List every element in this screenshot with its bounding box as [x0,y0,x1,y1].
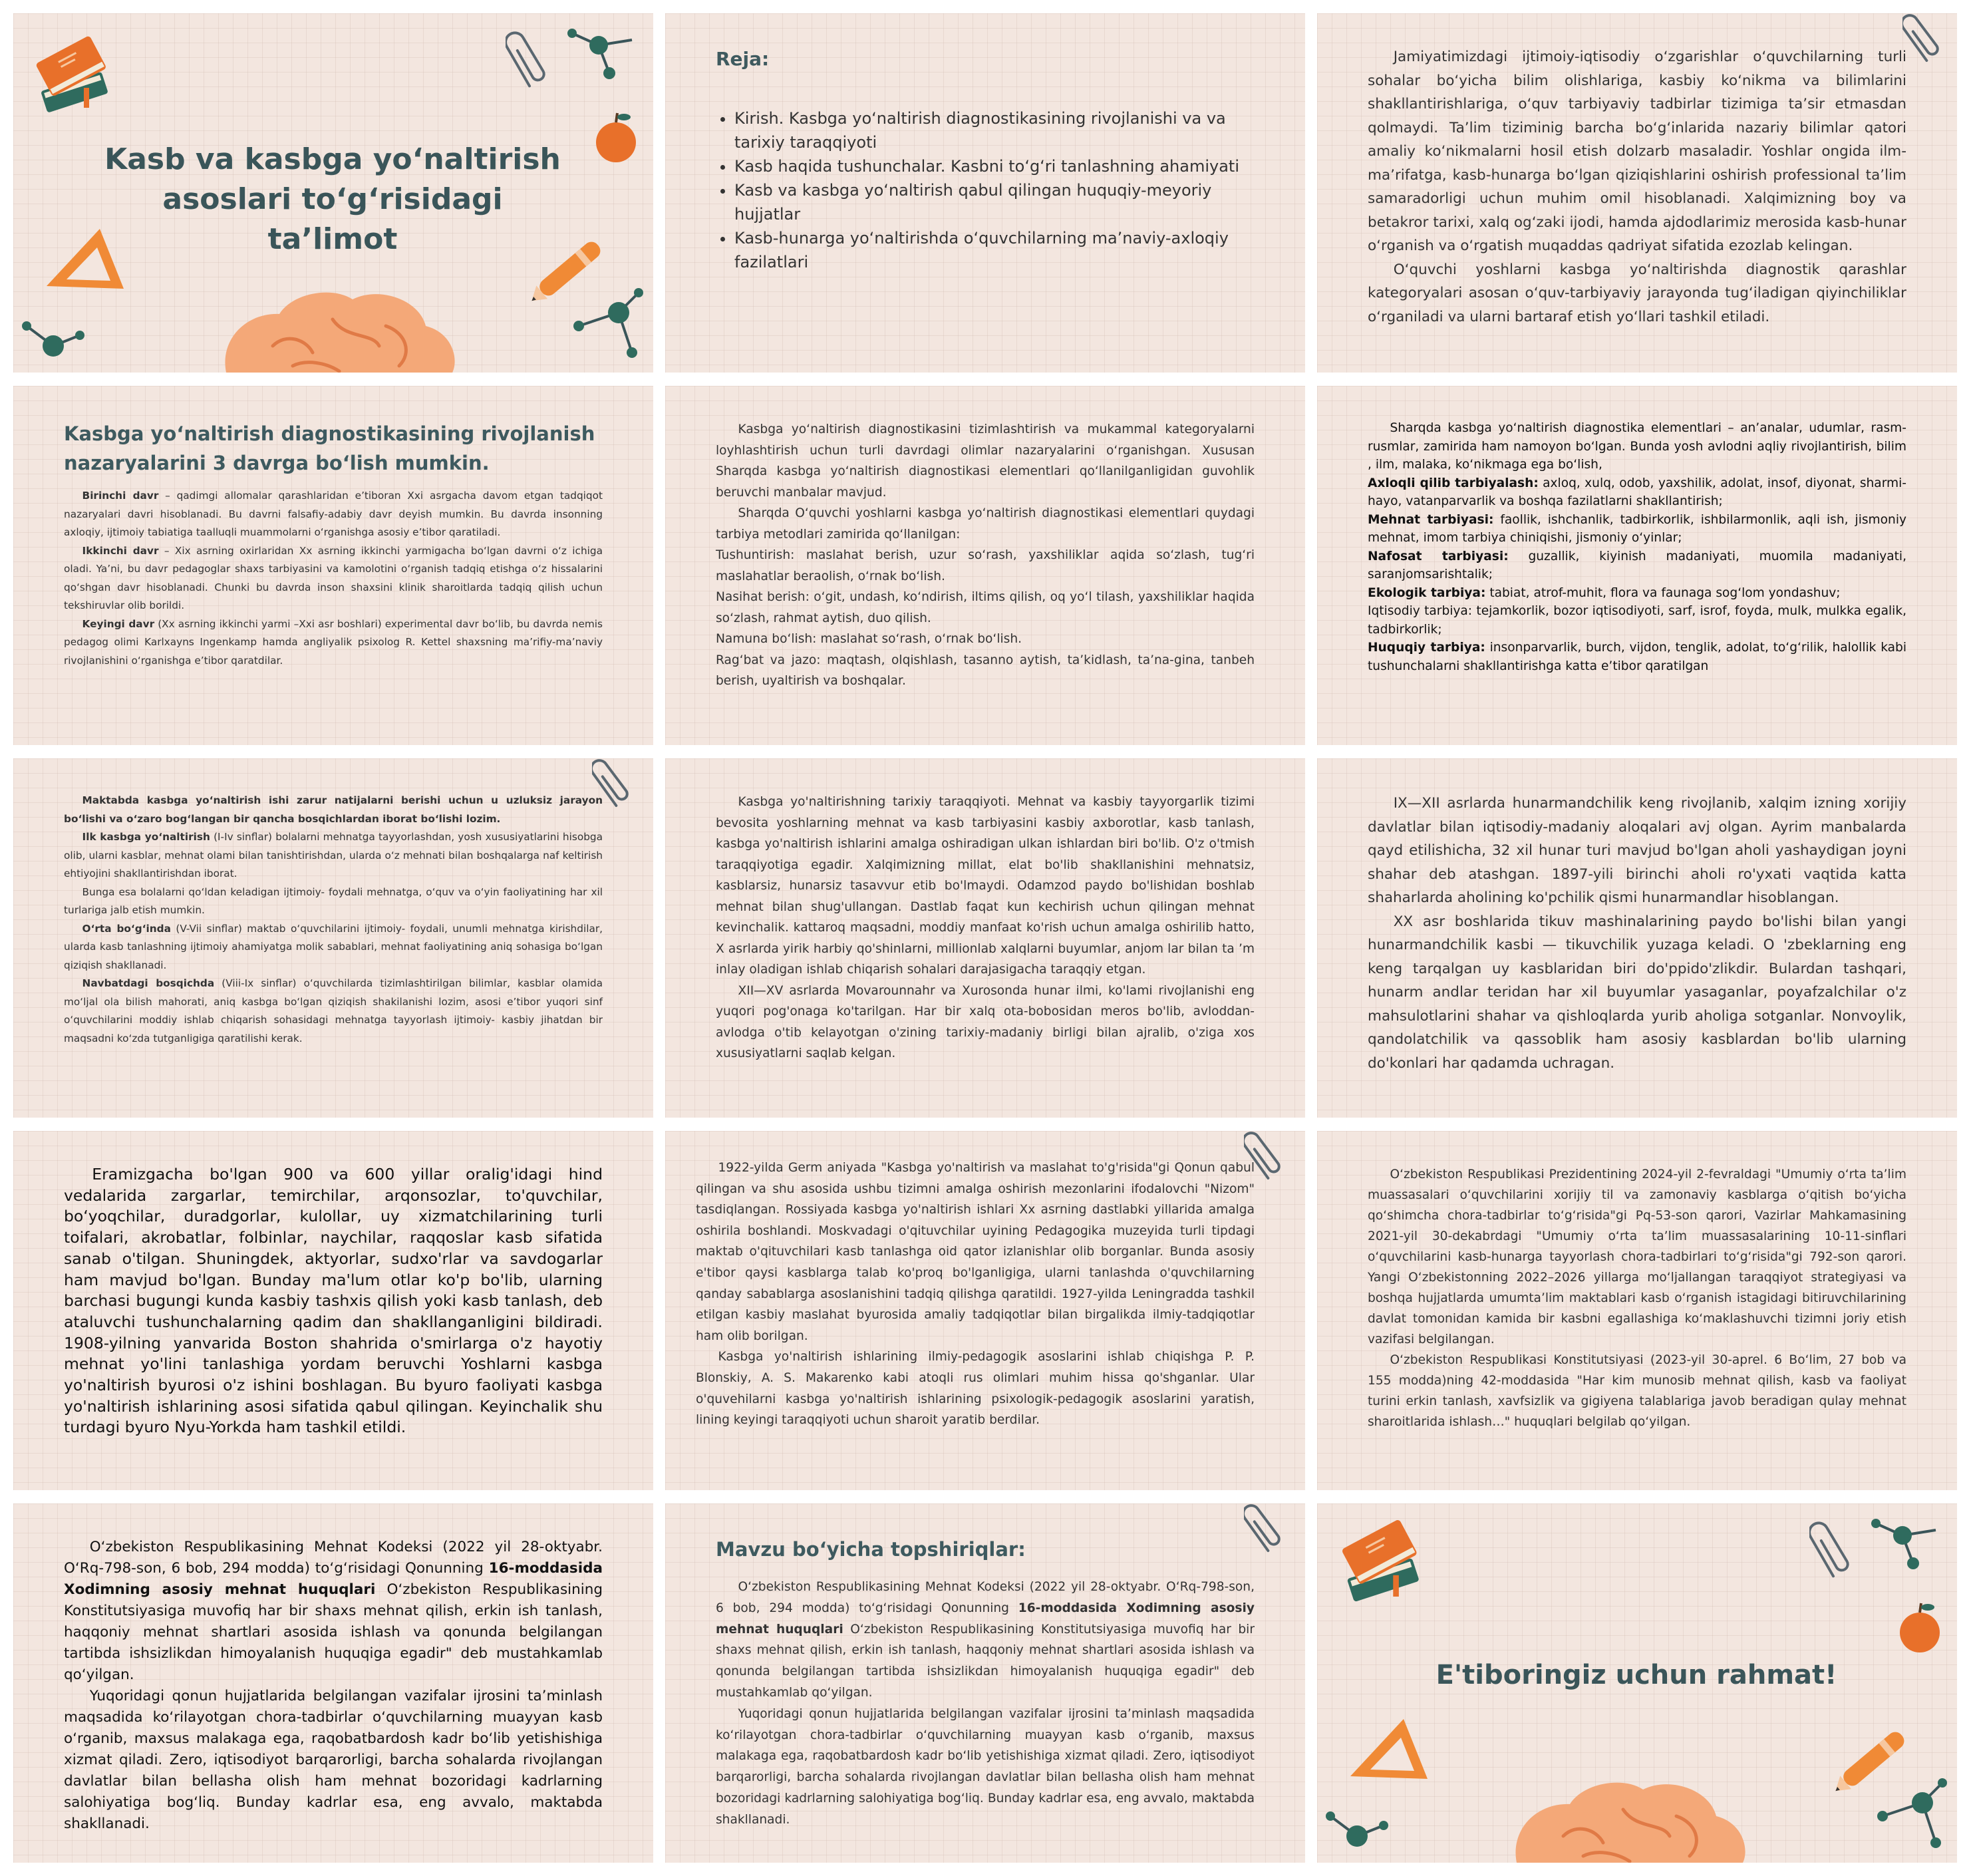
period-label: Keyingi davr [82,617,155,630]
paragraph [64,542,603,615]
item-label: Mehnat tarbiyasi: [1368,512,1494,527]
paragraph: XX asr boshlarida tikuv mashinalarining paydo bo'lishi bilan yangi hunarmandchilik kasbi — tikuvchilik yuzaga keladi. O 'zbeklarning eng keng tarqalgan uy kasblaridan biri do'ppido'zlikdir. Bulardan tashqari, hunarm andlar teridan har xil buyumlar yasaganlar, poyafzalchilar o'z mahsulotlarini shahar va qishloqlarda yurib aholiga sotganlar. Nonvoylik, qandolatchilik va qassoblik ham asosiy kasblardan bo'lib ularning do'konlari har qadamda uchragan. [1368,913,1906,1072]
period-label: Birinchi davr [82,490,159,502]
slide-14-tasks[interactable] [665,1503,1305,1863]
paragraph: Sharqda kasbga yo‘naltirish diagnostika elementlari – an’analar, udumlar, rasm-rusmlar, zamirida ham namoyon bo‘lgan. Bunda yosh avlodni aqliy rivojlantirish, bilim , ilm, malaka, ko‘nikmaga ega bo‘lish, [1368,421,1906,472]
paperclip-icon [1902,13,1949,67]
molecule-icon [1869,1770,1956,1863]
slide-4-periods[interactable] [13,386,653,745]
paragraph: Tushuntirish: maslahat berish, uzur so‘rash, yaxshiliklar aqida so‘zlash, tug‘ri maslahatlar beraolish, o‘rnak bo‘lish. [716,548,1255,583]
paragraph: Kasbga yo'naltirishning tarixiy taraqqiyoti. Mehnat va kasbiy tayyorgarlik tizimi bevosita yoshlarning mehnat va kasb tarbiyasini kasbiy axborotlar, kasb tanlash, kasbga yo'naltirish ishlarini amalga oshiradigan ulkan ishlardan biri bo'lib. O'z o'tmish taraqqiyotiga egadir. Xalqimizning millat, elat bo'lib shakllanishini mehnatsiz, kasblarsiz, hunarsiz tasavvur etib bo'lmaydi. Odamzod paydo bo'lishidan boshlab mehnat bilan shug'ullangan. Dastlab faqat kun kechirish uchun qilingan mehnat kevinchalik. kattaroq maqsadni, moddiy manfaat ko'rish uchun amalga oshirilib hatto, X asrlarda yirik harbiy qo'shinlarni, millionlab xalqlarni buyumlar, anjom lar bilan ta ’m inlay oladigan ishlab chiqarish sohalari darajasigacha taraqqiy etgan. [716,795,1255,977]
upbringing-text [1368,419,1906,675]
item-label: Nafosat tarbiyasi: [1368,549,1509,563]
stage-label: Ilk kasbga yo‘naltirish [82,831,210,843]
paragraph: Namuna bo‘lish: maslahat so‘rash, o‘rnak bo‘lish. [716,632,1022,646]
period-text: (Xx asrning ikkinchi yarmi –Xxi asr boshlari) experimental davr bo‘lib, bu davrda nemis pedagog olimi Karlxayns Ingenkamp hamda angliyalik psixolog R. Kettel shaxsning ma’rifiy-ma’naviy rivojlanishini o‘rganishga e’tibor qaratdilar. [64,617,603,667]
slide-11-europe[interactable] [665,1131,1305,1490]
item-text: Iqtisodiy tarbiya: tejamkorlik, bozor iqtisodiyoti, sarf, isrof, foyda, mulk, mulkka egalik, tadbirkorlik; [1368,604,1906,637]
paragraph [64,975,603,1048]
methods-text [716,419,1255,692]
molecule-icon [13,306,93,373]
presentation-title: Kasb va kasbga yo‘naltirish asoslari to‘g‘risidagi ta’limot [104,142,561,256]
code-article: 16-moddasida Xodimning asosiy mehnat huquqlari [64,1560,603,1598]
slide-3-intro[interactable] [1317,13,1957,373]
tasks-heading: Mavzu bo‘yicha topshiriqlar: [716,1538,1026,1561]
slide-7-stages[interactable] [13,758,653,1118]
paragraph: Rag‘bat va jazo: maqtash, olqishlash, tasanno aytish, ta’kidlash, ta’na-gina, tanbeh berish, uyaltirish va boshqalar. [716,653,1255,688]
paragraph [64,920,603,975]
slide-12-laws[interactable] [1317,1131,1957,1490]
crafts-text [1368,792,1906,1075]
item-text: faollik, ishchanlik, tadbirkorlik, ishbilarmonlik, aqli ish, jismoniy mehnat, imom tarbiya chiniqishi, jismoniy o‘yinlar; [1368,512,1906,545]
stage-label: O‘rta bo‘g‘inda [82,922,171,935]
paragraph: Jamiyatimizdagi ijtimoiy-iqtisodiy o‘zgarishlar o‘quvchilarning turli sohalar bo‘yicha bilim olishlariga, kasbiy ko‘nikma va bilimlarini shakllantirishlariga, o‘quv tarbiyaviy tadbirlar tizimiga ta’sir etmasdan qolmaydi. Ta’lim tiziminig barcha bo‘g‘inlarida nazariy bilimlar qatori amaliy ko‘nikmalarni hosil etish dolzarb masaladir. Yoshlar ongida ilm-ma’rifatga, kasb-hunarga bo‘lgan qiziqishlarini oshirish professional ta’lim samaradorligi uchun muhim omil hisoblanadi. Xalqimizning boy va betakror tarixi, xalq og‘zaki ijodi, hamda ajdodlarimiz merosida kasb-hunar o‘rganish va o‘rgatish muqaddas qadriyat sifatida ezozlab kelingan. [1368,49,1906,254]
laws-text [1368,1164,1906,1432]
paragraph: Sharqda O‘quvchi yoshlarni kasbga yo‘naltirish diagnostikasi elementlari quydagi tarbiya metodlari zamirida qo‘llanilgan: [716,506,1255,542]
slide-2-plan[interactable] [665,13,1305,373]
slide-8-history[interactable] [665,758,1305,1118]
item-text: guzallik, kiyinish madaniyati, muomila madaniyati, saranjomsarishtalik; [1368,549,1907,581]
periods-heading: Kasbga yo‘naltirish diagnostikasining rivojlanish nazaryalarini 3 davrga bo‘lish mumkin. [64,422,595,474]
molecule-icon [565,279,652,373]
paragraph: 1922-yilda Germ aniyada "Kasbga yo'naltirish va maslahat to'g'risida"gi Qonun qabul qilingan va shu asosida ushbu tizimni amalga oshirish mezonlarini ifodalovchi "Nizom" tasdiqlangan. Rossiyada kasbga yo'naltirish ishlari Xx asrning dastlabki yillarida amalga oshirila boshlandi. Moskvadagi o'qituvchilar uyining Pedagogika muzeyida turli tipdagi maktab o'qituvchilari kasb tanlashga oid qator izlanishlar olib borganlar. Bunda asosiy e'tibor qaysi kasblarga talab ko'proq bo'lganligiga, ularni tanlashda o'quvchilarning qanday sabablarga asoslanishini tadqiq qilishga qaratildi. 1927-yilda Leningradda tashkil etilgan kasbiy maslahat byurosida amaliy tadqiqotlar bilan birgalikda ilmiy-tadqiqotlar ham olib borilgan. [696,1161,1255,1343]
code-text: O‘zbekiston Respublikasining Konstitutsiyasiga muvofiq har bir shaxs mehnat qilish, erkin ish tanlash, haqqoniy mehnat shartlari asosida ishlash va qonunda belgilangan tartibda ishsizlikdan himoyalanish huquqiga egadir" deb mustahkamlab qo‘yilgan. [64,1581,603,1683]
europe-text [696,1158,1255,1431]
stage-text: (I-Iv sinflar) bolalarni mehnatga tayyorlashdan, yosh xususiyatlarini hisobga olib, ularni kasblar, mehnat olami bilan tanishtirishdan, ularda o‘z mehnati bilan boshqalarga naf keltirish ehtiyojini shakllantirishdan iborat. [64,831,603,879]
slide-13-labor-code[interactable] [13,1503,653,1863]
item-text: axloq, xulq, odob, yaxshilik, adolat, insof, diyonat, sharmi-hayo, vatanparvarlik va boshqa fazilatlarni shakllantirish; [1368,476,1906,508]
plan-list-box [716,106,1255,274]
paragraph [64,1537,603,1686]
plan-list [716,106,1255,274]
paragraph: Nasihat berish: o‘git, undash, ko‘ndirish, iltims qilish, oq yo‘l tilash, yaxshiliklar haqida so‘zlash, rahmat aytish, duo qilish. [716,590,1255,625]
paragraph: Maktabda kasbga yo‘naltirish ishi zarur natijalarni berishi uchun u uzluksiz jarayon bo‘lishi va o‘zaro bog‘langan bir qancha bosqichlardan iborat bo‘lishi lozim. [64,794,603,825]
paragraph: Bunga esa bolalarni qo‘ldan keladigan ijtimoiy- foydali mehnatga, o‘quv va o‘yin faoliyatining har xil turlariga jalb etish mumkin. [64,885,603,916]
slide-5-methods[interactable] [665,386,1305,745]
paperclip-icon [506,25,545,92]
ruler-triangle-icon [1344,1710,1437,1790]
history-text [716,792,1255,1064]
molecule-icon [1863,1510,1949,1583]
plan-item: • Kasb va kasbga yo‘naltirish qabul qilingan huquqiy-meyoriy hujjatlar [734,178,1255,226]
paragraph [1368,584,1906,603]
item-text: insonparvarlik, burch, vijdon, tenglik, adolat, to‘g‘rilik, halollik kabi tushunchalarni shakllantirishga katta e’tibor qaratilgan [1368,641,1906,673]
item-label: Axloqli qilib tarbiyalash: [1368,476,1539,490]
molecule-icon [1317,1796,1397,1863]
thanks-title: E'tiboringiz uchun rahmat! [1436,1660,1837,1690]
stage-label: Navbatdagi bosqichda [82,977,215,989]
paragraph [1368,474,1906,511]
ancient-text [64,1164,603,1438]
paragraph [64,487,603,542]
item-text: tabiat, atrof-muhit, flora va faunaga sog‘lom yondashuv; [1485,585,1841,600]
molecule-icon [559,20,645,93]
paragraph: Kasbga yo'naltirish ishlarining ilmiy-pedagogik asoslarini ishlab chiqishga P. P. Blonskiy, A. S. Makarenko kabi atoqli rus olimlari muhim hissa qo'shganlar. Ular o'quvehilarni kasbga yo'naltirish ishlarining psixologik-pedagogik asoslarini yaratish, lining keyingi taraqqiyoti uchun sharoit yaratib berdilar. [696,1350,1255,1428]
plan-item: • Kasb-hunarga yo‘naltirishda o‘quvchilarning ma’naviy-axloqiy fazilatlari [734,226,1255,274]
plan-heading: Reja: [716,48,770,70]
brain-icon [1503,1770,1749,1863]
stages-text [64,792,603,1048]
slide-10-ancient[interactable] [13,1131,653,1490]
paragraph: Kasbga yo‘naltirish diagnostikasini tizimlashtirish va mukammal kategoryalarni loyhlashtirish uchun turli davrdagi olimlar nazaryalarini o‘rganishgan. Xususan Sharqda kasbga yo‘naltirish diagnostikasi elementlari qo‘llanilganligidan guvohlik beruvchi manbalar mavjud. [716,422,1255,500]
brain-icon [213,279,459,373]
slide-1-title[interactable] [13,13,653,373]
item-label: Ekologik tarbiya: [1368,585,1486,600]
slide-6-upbringing[interactable] [1317,386,1957,745]
slide-9-crafts[interactable] [1317,758,1957,1118]
item-label: Huquqiy tarbiya: [1368,641,1485,655]
paragraph: Yuqoridagi qonun hujjatlarida belgilangan vazifalar ijrosini ta’minlash maqsadida ko‘rilayotgan chora-tadbirlar o‘quvchilarning muayyan kasb o‘rganib, maxsus malakaga ega, raqobatbardosh kadr bo‘lib yetishishiga xizmat qiladi. Zero, iqtisodiyot barqarorligi, barcha sohalarda rivojlangan davlatlar bilan bellasha olish ham mehnat bozoridagi kadrlarning salohiyatiga bog‘liq. Bunday kadrlar esa, eng avvalo, maktabda shakllanadi. [716,1706,1255,1827]
code-text: O‘zbekiston Respublikasining Konstitutsiyasiga muvofiq har bir shaxs mehnat qilish, erkin ish tanlash, haqqoniy mehnat shartlari asosida ishlash va qonunda belgilangan tartibda ishsizlikdan himoyalanish huquqiga egadir" deb mustahkamlab qo‘yilgan. [716,1622,1255,1700]
period-text: – qadimgi allomalar qarashlaridan e’tiboran Xxi asrgacha davom etgan tadqiqot nazaryalari davri hisoblanadi. Bu davrni falsafiy-adabiy davr deyish mumkin. Bu davrda insonning axloqiy, ijtimoiy tabiatiga taalluqli muammolarni o‘rganishga asosiy e’tibor qaratiladi. [64,490,603,538]
paragraph: Eramizgacha bo'lgan 900 va 600 yillar oralig'idagi hind vedalarida zargarlar, temirchilar, arqonsozlar, to'quvchilar, bo‘yoqchilar, duradgorlar, kulollar, uy xizmatchilarining turli toifalari, akrobatlar, folbinlar, naychilar, raqqoslar kasb sifatida sanab o'tilgan. Shuningdek, aktyorlar, sudxo'rlar va savdogarlar ham mavjud bo'lgan. Bunday ma'lum otlar ko'p bo'lib, ularning barchasi bugungi kunda kasbiy tashxis qilish yoki kasb tanlash, deb ataluvchi tushunchalarning qadim dan shakllanganligini bildiradi. 1908-yilning yanvarida Boston shahrida o'smirlarga o'z hayotiy mehnat yo'lini tanlashiga yordam beruvchi Yoshlarni kasbga yo'naltirish byurosi o'z ishini boshlagan. Bu byuro faoliyati kasbga yo'naltirish ishlarining asosi sifatida qabul qilingan. Keyinchalik shu turdagi byuro Nyu-Yorkda ham tashkil etildi. [64,1165,603,1437]
stage-text: (V-Vii sinflar) maktab o‘quvchilarini ijtimoiy- foydali, unumli mehnatga kirishdilar, ularda kasb tanlashning ijtimoiy ahamiyatga molik sabablari, mehnat faoliyatining aniq sohasiga bo‘lgan qiziqish shakllanadi. [64,922,603,971]
books-icon [1330,1517,1430,1617]
stage-text: (Viii-Ix sinflar) o‘quvchilarda tizimlashtirilgan bilimlar, kasblar olamida mo‘ljal ola bilish mahorati, aniq kasbga bo‘lgan qiziqish shakilanishi lozim, asosi e’tibor yuqori sinf o‘quvchilarini moddiy ishlab chiqarish sohasidagi mehnatga tayyorlash ijtimoiy- kasbiy jihatdan bir maqsadni ko‘zda tutganligiga qaratilishi kerak. [64,977,603,1044]
books-icon [25,33,118,126]
code-text: O‘zbekiston Respublikasining Mehnat Kodeksi (2022 yil 28-oktyabr. O‘Rq-798-son, 6 bob, 294 modda) to‘g‘risidagi Qonunning [64,1539,603,1577]
code-text: O‘zbekiston Respublikasining Mehnat Kodeksi (2022 yil 28-oktyabr. O‘Rq-798-son, 6 bob, 294 modda) to‘g‘risidagi Qonunning [716,1580,1255,1615]
apple-icon [1893,1598,1946,1658]
paragraph [64,828,603,883]
paperclip-icon [1809,1515,1849,1582]
paragraph [1368,511,1906,547]
period-label: Ikkinchi davr [82,544,159,557]
paragraph [1368,639,1906,675]
periods-text [64,487,603,670]
paragraph [1368,602,1906,639]
labor-code-text [64,1537,603,1835]
plan-item: • Kirish. Kasbga yo‘naltirish diagnostikasining rivojlanishi va va tarixiy taraqqiyoti [734,106,1255,154]
paragraph: O‘zbekiston Respublikasi Prezidentining 2024-yil 2-fevraldagi "Umumiy o‘rta ta’lim muassasalari o‘quvchilarini xorijiy til va zamonaviy kasblarga o‘qitish bo‘yicha qo‘shimcha chora-tadbirlar to‘g‘risida"gi Pq-53-son qarori, Vazirlar Mahkamasining 2021-yil 30-dekabrdagi "Umumiy o‘rta ta’lim muassasalarining 10-11-sinflari o‘quvchilarini kasb-hunarga tayyorlash chora-tadbirlari to‘g‘risida"gi 792-son qarori. Yangi O‘zbekistonning 2022–2026 yillarga mo‘ljallangan taraqqiyot strategiyasi va boshqa hujjatlarda umumta’lim maktablari kasb o‘rganish istagidagi bitiruvchilarining davlat tomonidan kamida bir kasbni egallashiga ko‘maklashuvchi tizimni joriy etish vazifasi belgilangan. [1368,1168,1906,1346]
plan-item: • Kasb haqida tushunchalar. Kasbni to‘g‘ri tanlashning ahamiyati [734,154,1255,178]
apple-icon [589,108,643,168]
code-article: 16-moddasida Xodimning asosiy mehnat huquqlari [716,1601,1255,1637]
slide-15-thanks[interactable] [1317,1503,1957,1863]
paragraph: O‘quvchi yoshlarni kasbga yo‘naltirishda diagnostik qarashlar kategoryalari asosan o‘quv-tarbiyaviy jarayonda tug‘iladigan qiyinchiliklar o‘rganiladi va ularni bartaraf etish yo‘llari tashkil etiladi. [1368,261,1906,325]
tasks-text [716,1577,1255,1831]
paragraph: O‘zbekiston Respublikasi Konstitutsiyasi (2023-yil 30-aprel. 6 Bo‘lim, 27 bob va 155 modda)ning 42-moddasida "Har kim munosib mehnat qilish, kasb va faoliyat turini erkin tanlash, xavfsizlik va gigiyena talablariga javob beradigan qulay mehnat sharoitlarida ishlash…" huquqlari belgilab qo‘yilgan. [1368,1353,1906,1429]
paragraph [716,1577,1255,1704]
period-text: – Xix asrning oxirlaridan Xx asrning ikkinchi yarmigacha bo‘lgan davrni o‘z ichiga oladi. Ya’ni, bu davr pedagoglar shaxs tarbiyasini va kamolotini o‘rganish tadqiq etishga o‘z hissalarini qo‘shgan davr hisoblanadi. Chunki bu davrda inson shaxsini klinik sharoitlarda tadqiq qilish uchun tekshiruvlar olib borildi. [64,544,603,611]
paragraph [1368,547,1906,584]
paperclip-icon [1244,1503,1290,1557]
paragraph: XII—XV asrlarda Movarounnahr va Xurosonda hunar ilmi, ko'lami rivojlanishi eng yuqori pog'onaga ko'tarilgan. Har bir xalq ota-bobosidan meros bo'lib, avloddan-avlodga o'tib kelayotgan o'zining tarixiy-madaniy birligi bilan ajralib, o'ziga xos xususiyatlarni saqlab kelgan. [716,983,1255,1060]
paragraph: Yuqoridagi qonun hujjatlarida belgilangan vazifalar ijrosini ta’minlash maqsadida ko‘rilayotgan chora-tadbirlar o‘quvchilarning muayyan kasb o‘rganib, maxsus malakaga ega, raqobatbardosh kadr bo‘lib yetishishiga xizmat qiladi. Zero, iqtisodiyot barqarorligi, barcha sohalarda rivojlangan davlatlar bilan bellasha olish ham mehnat bozoridagi kadrlarning salohiyatiga bog‘liq. Bunday kadrlar esa, eng avvalo, maktabda shakllanadi. [64,1688,603,1832]
paragraph [64,615,603,671]
intro-text [1368,45,1906,329]
paragraph: IX—XII asrlarda hunarmandchilik keng rivojlanib, xalqim izning xorijiy davlatlar bilan iqtisodiy-madaniy aloqalari avj olgan. Ayrim manbalarda qayd etilishicha, 32 xil hunar turi mavjud bo'lgan aholi yashaydigan joyni shahar deb atashgan. 1897-yili birinchi aholi ro'yxati vaqtida katta shaharlarda aholining ko'pchilik qismi hunarmandlar hisoblangan. [1368,795,1906,906]
